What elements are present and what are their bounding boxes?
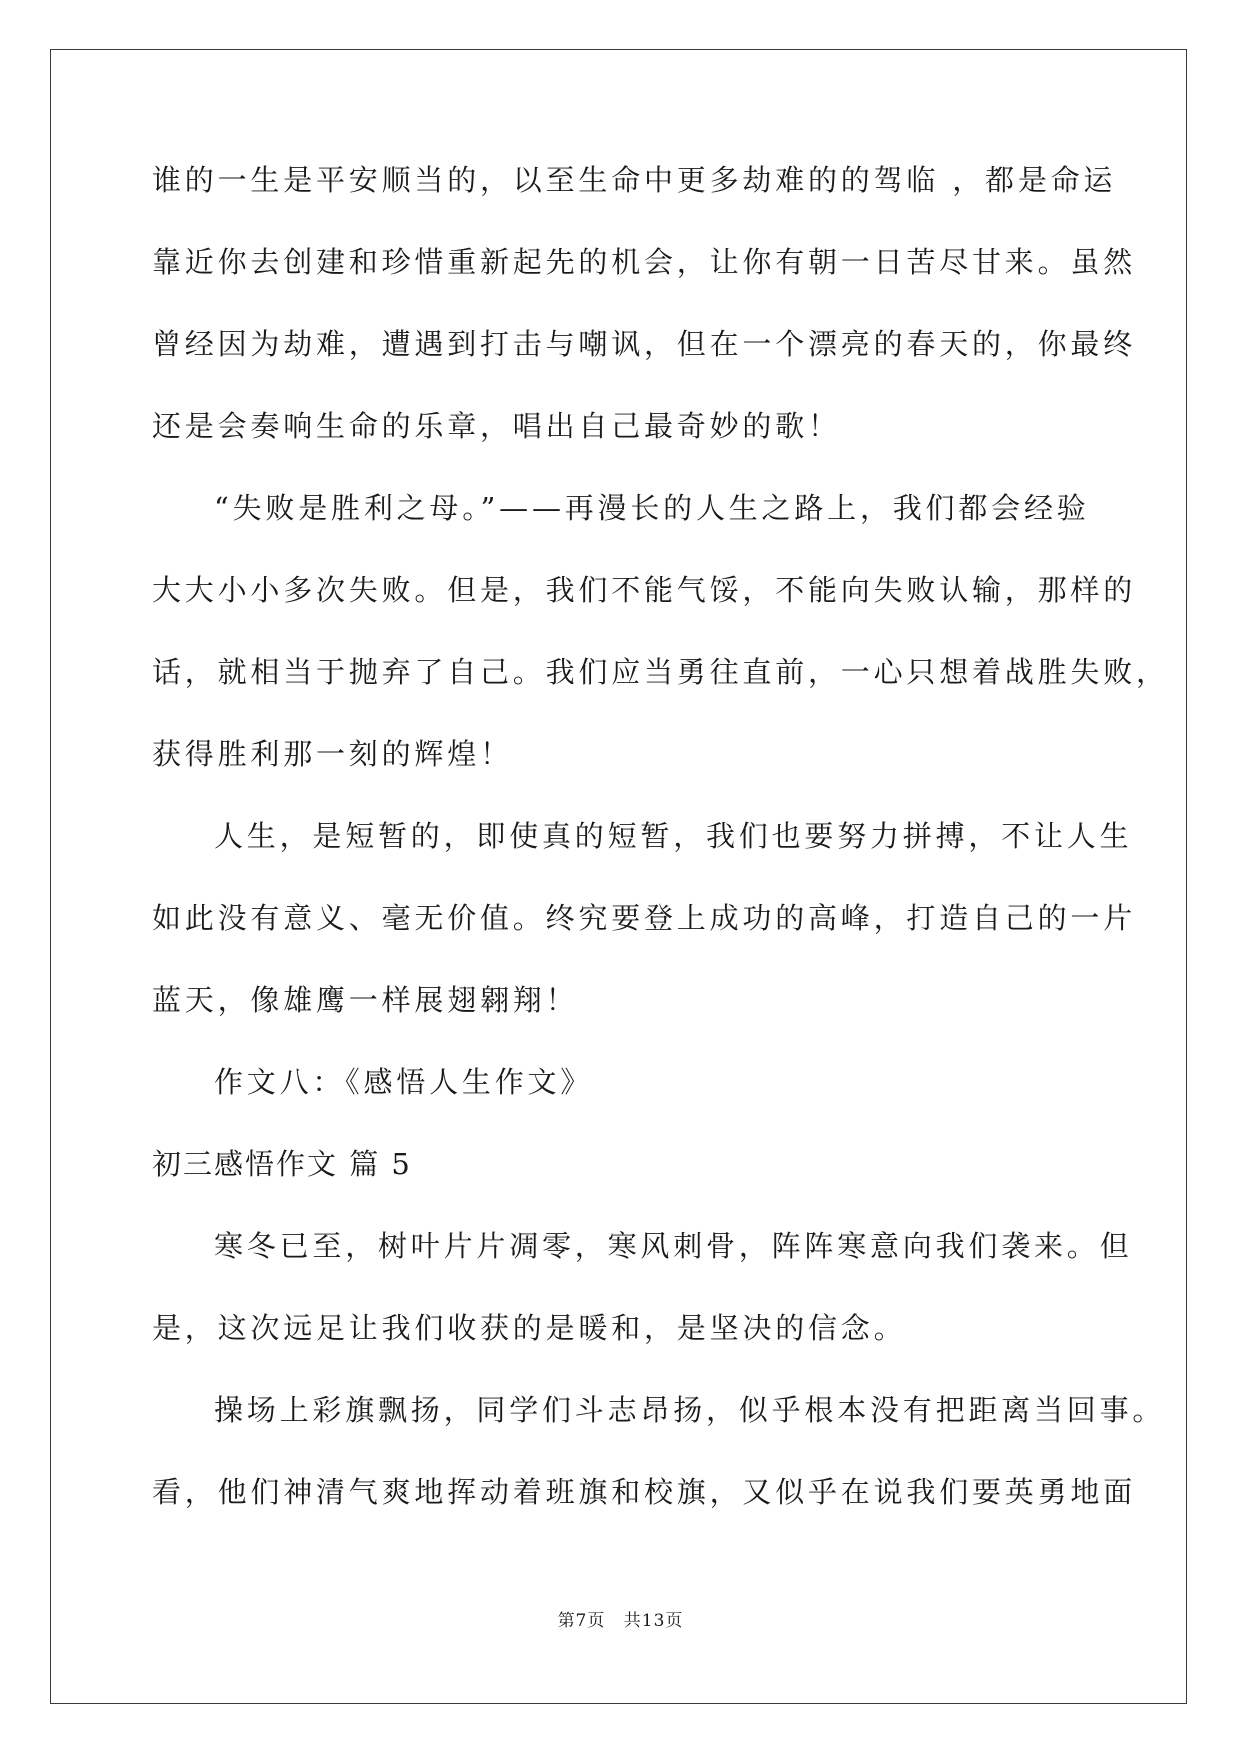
text-line: 还是会奏响生命的乐章，唱出自己最奇妙的歌！ (152, 409, 841, 443)
page-border (50, 49, 1187, 1704)
page-number: 第7页 (557, 1611, 606, 1631)
text-line: 话，就相当于抛弃了自己。我们应当勇往直前，一心只想着战胜失败， (152, 655, 1169, 689)
text-line: 大大小小多次失败。但是，我们不能气馁，不能向失败认输，那样的 (152, 573, 1137, 607)
text-line: 靠近你去创建和珍惜重新起先的机会，让你有朝一日苦尽甘来。虽然 (152, 245, 1137, 279)
section-heading: 初三感悟作文 篇 5 (152, 1147, 412, 1181)
text-line: “失败是胜利之母。”——再漫长的人生之路上，我们都会经验 (214, 491, 1090, 525)
text-line: 曾经因为劫难，遭遇到打击与嘲讽，但在一个漂亮的春天的，你最终 (152, 327, 1137, 361)
page-footer (0, 1606, 1241, 1631)
page-total: 共13页 (623, 1611, 684, 1631)
text-line: 是，这次远足让我们收获的是暖和，是坚决的信念。 (152, 1311, 907, 1345)
text-line: 寒冬已至，树叶片片凋零，寒风刺骨，阵阵寒意向我们袭来。但 (214, 1229, 1133, 1263)
text-line: 操场上彩旗飘扬，同学们斗志昂扬，似乎根本没有把距离当回事。 (214, 1393, 1166, 1427)
section-title: 作文八：《感悟人生作文》 (214, 1065, 594, 1099)
text-line: 看，他们神清气爽地挥动着班旗和校旗，又似乎在说我们要英勇地面 (152, 1475, 1137, 1509)
text-line: 如此没有意义、毫无价值。终究要登上成功的高峰，打造自己的一片 (152, 901, 1137, 935)
text-line: 获得胜利那一刻的辉煌！ (152, 737, 513, 771)
text-line: 人生，是短暂的，即使真的短暂，我们也要努力拼搏，不让人生 (214, 819, 1133, 853)
text-line: 谁的一生是平安顺当的，以至生命中更多劫难的的驾临 ，都是命运 (152, 163, 1117, 197)
text-line: 蓝天，像雄鹰一样展翅翱翔！ (152, 983, 579, 1017)
